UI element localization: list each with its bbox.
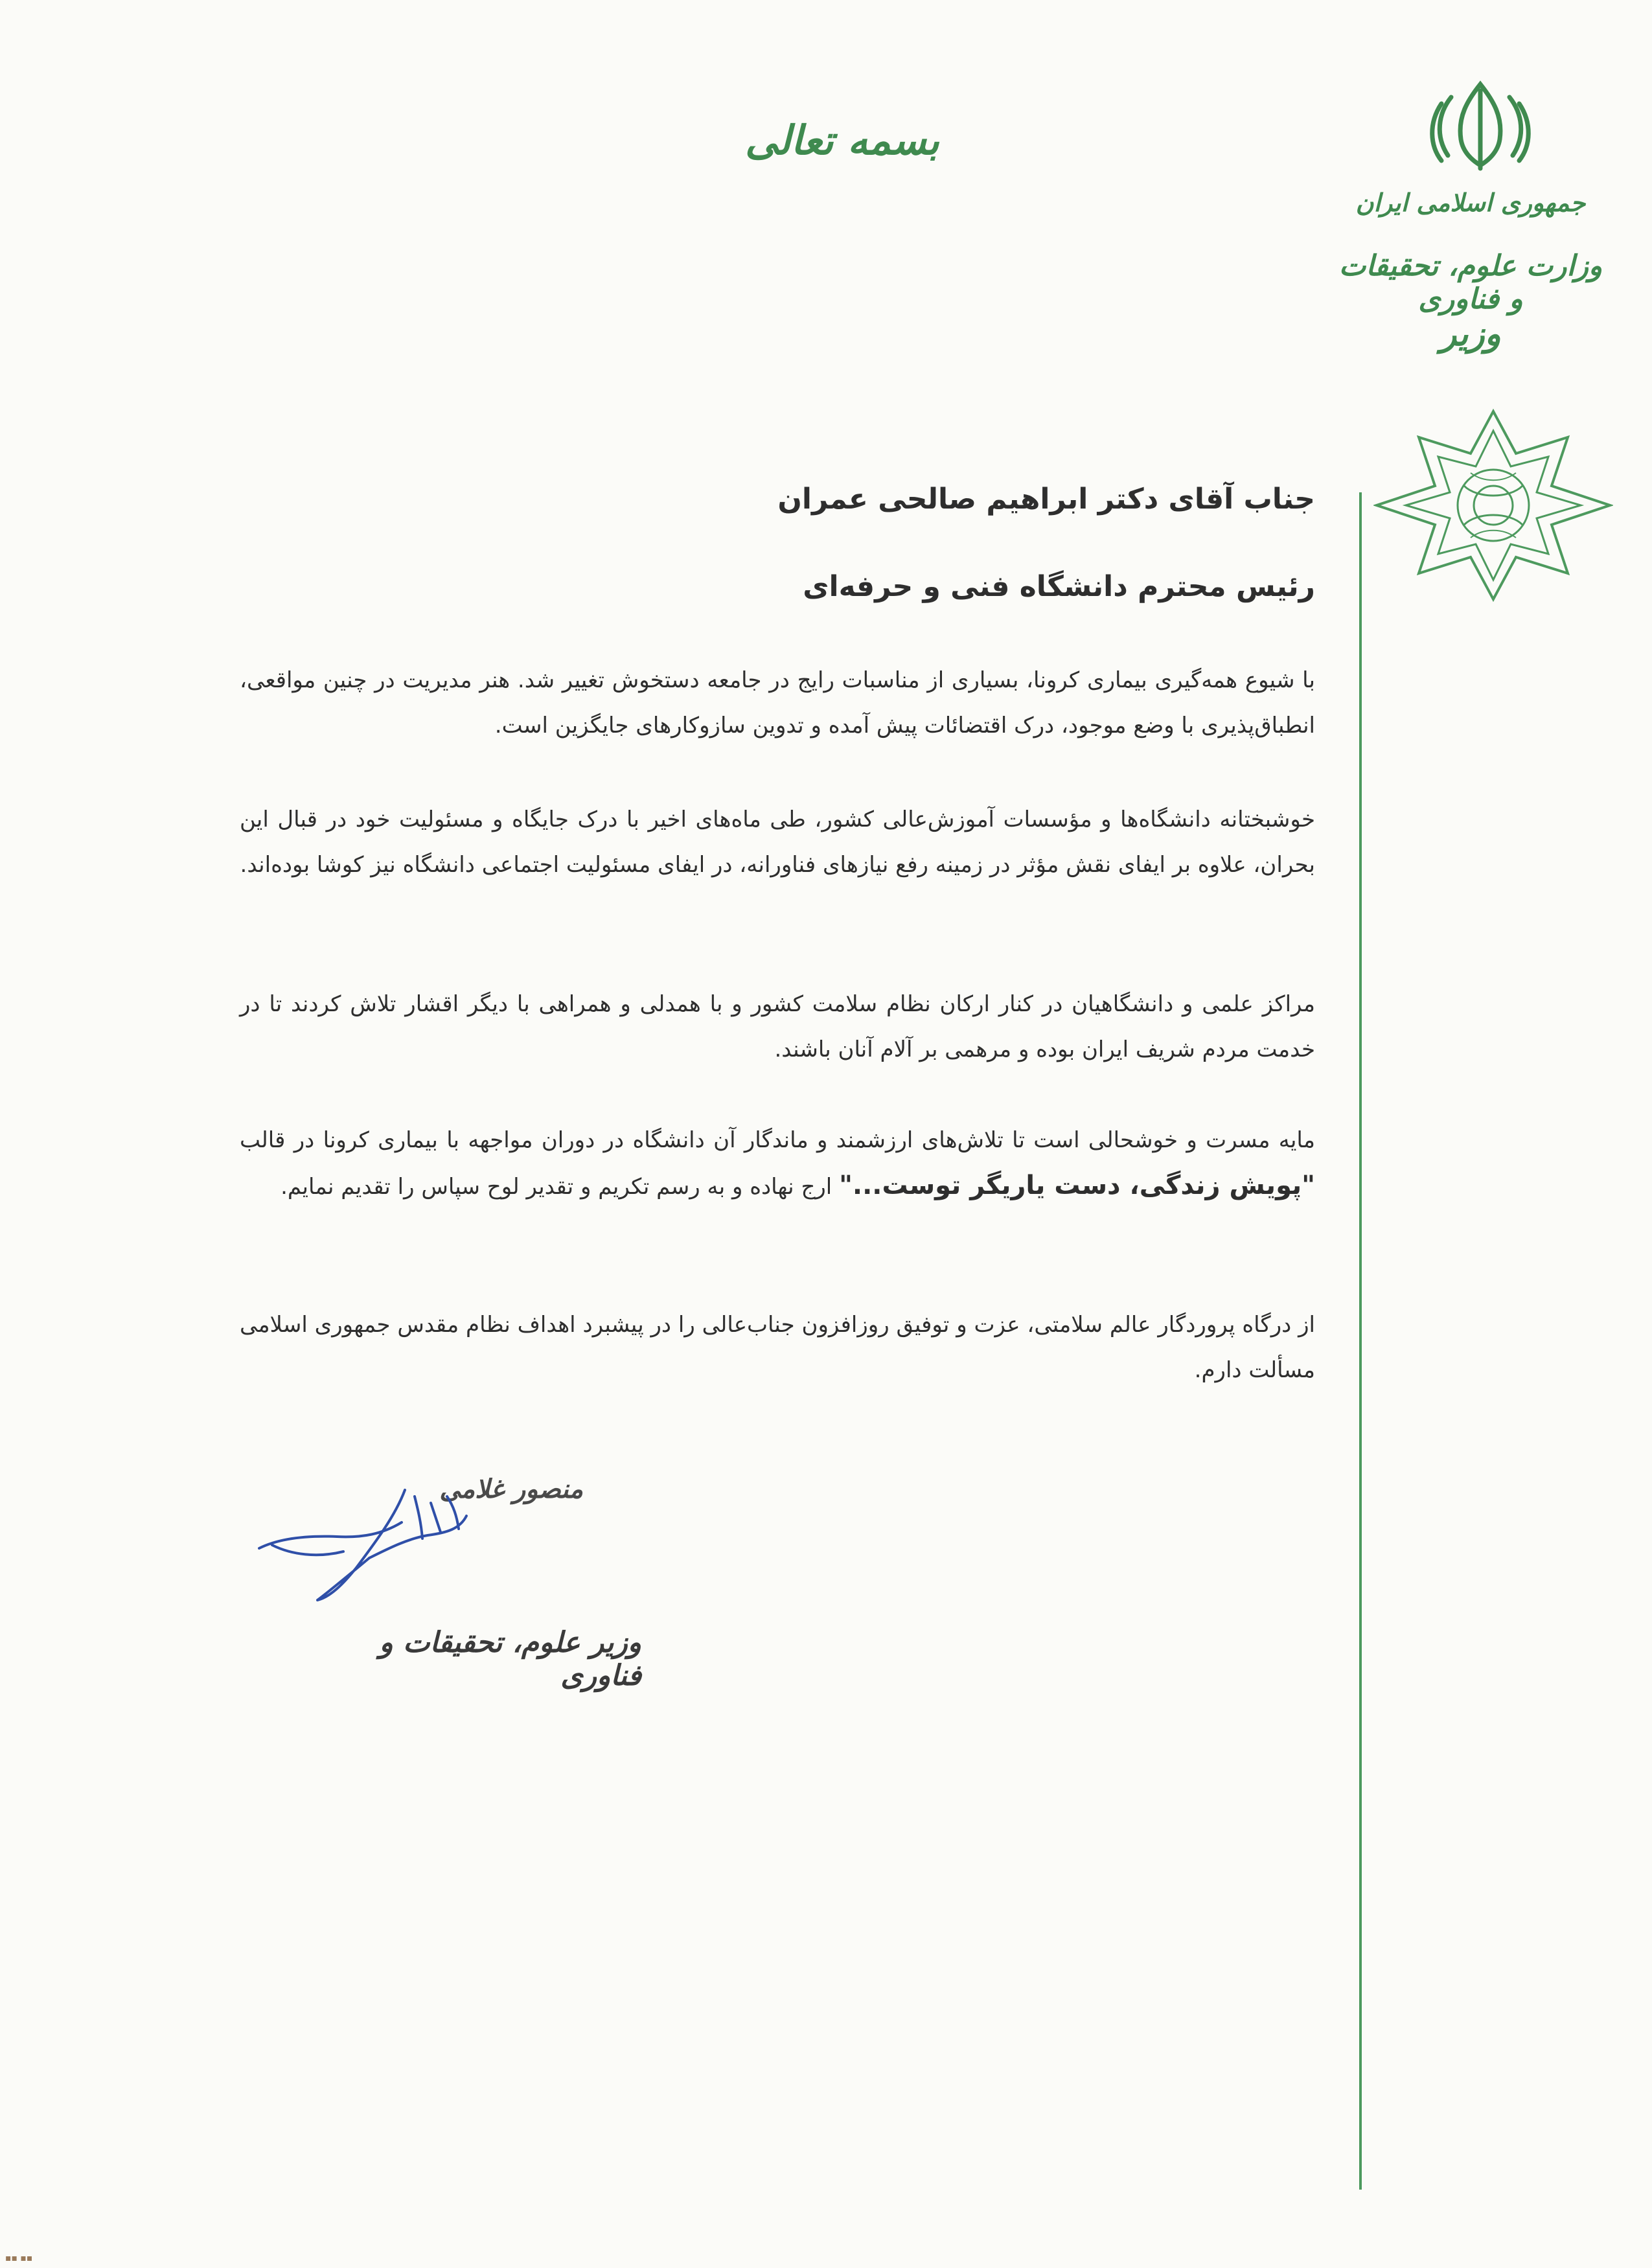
paragraph-4-start: مایه مسرت و خوشحالی است تا تلاش‌های ارزشمند و ماندگار آن دانشگاه در دوران مواجهه با بیماری کرونا در قالب [240, 1127, 1315, 1153]
body-paragraph-2: خوشبختانه دانشگاه‌ها و مؤسسات آموزش‌عالی کشور، طی ماه‌های اخیر با درک جایگاه و مسئولیت خود در قبال این بحران، علاوه بر ایفای نقش مؤثر در زمینه رفع نیازهای فناورانه، در ایفای مسئولیت اجتماعی دانشگاه نیز کوشا بوده‌اند. [240, 807, 1315, 878]
signatory-title: وزیر علوم، تحقیقات و فناوری [379, 1626, 641, 1692]
letterhead-office: وزیر [1440, 314, 1501, 354]
body-paragraph-3: مراکز علمی و دانشگاهیان در کنار ارکان نظام سلامت کشور و با همدلی و همراهی با دیگر اقشار تلاش کردند تا در خدمت مردم شریف ایران بوده و مرهمی بر آلام آنان باشند. [240, 991, 1315, 1062]
addressee-name: جناب آقای دکتر ابراهیم صالحی عمران [777, 483, 1315, 516]
iran-emblem-icon [1422, 78, 1539, 175]
body-paragraph-1: با شیوع همه‌گیری بیماری کرونا، بسیاری از مناسبات رایج در جامعه دستخوش تغییر شد. هنر مدیریت در چنین مواقعی، انطباق‌پذیری با وضع موجود، درک اقتضائات پیش آمده و تدوین سازوکارهای جایگزین است. [240, 667, 1315, 739]
handwritten-signature [253, 1477, 486, 1645]
campaign-title: "پویش زندگی، دست یاریگر توست..." [839, 1171, 1315, 1200]
paragraph-4-end: ارج نهاده و به رسم تکریم و تقدیر لوح سپاس را تقدیم نمایم. [281, 1174, 832, 1200]
letterhead-ministry: وزارت علوم، تحقیقات و فناوری [1338, 249, 1603, 315]
addressee-title: رئیس محترم دانشگاه فنی و حرفه‌ای [803, 570, 1315, 603]
invocation-heading: بسمه تعالی [745, 117, 939, 164]
margin-rule [1359, 492, 1362, 2190]
body-paragraph-5: از درگاه پروردگار عالم سلامتی، عزت و توفیق روزافزون جناب‌عالی را در پیشبرد اهداف نظام مقدس جمهوری اسلامی مسألت دارم. [240, 1312, 1315, 1383]
rosette-ornament-icon [1373, 408, 1613, 602]
body-paragraph-4 [240, 1117, 1315, 1209]
signatory-name: منصور غلامی [439, 1474, 583, 1504]
footer-watermark: ▪▪ ▪▪ [5, 2253, 33, 2263]
letterhead-country: جمهوری اسلامی ایران [1355, 188, 1586, 217]
